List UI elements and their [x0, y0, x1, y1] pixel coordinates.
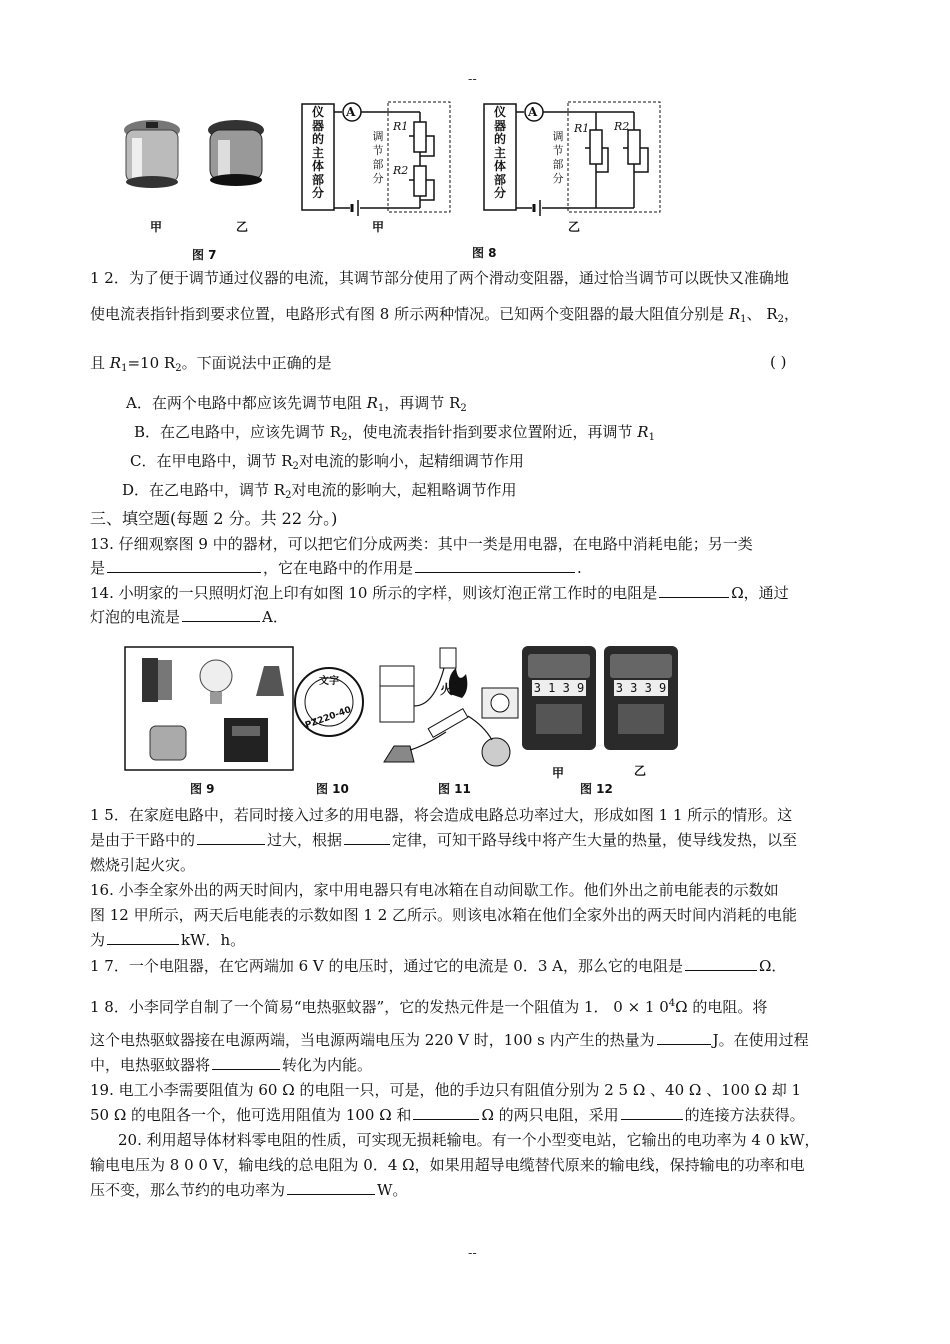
adjust-char: 部 [372, 158, 384, 171]
q19-blank-2[interactable] [621, 1105, 683, 1120]
fig12-label-a: 甲 [552, 766, 565, 780]
q18-text: Ω 的电阻。将 [675, 998, 768, 1016]
adjust-char: 调 [552, 130, 564, 143]
q13-blank-2[interactable] [415, 558, 575, 573]
subscript: 1 [648, 432, 655, 443]
power-strip-image [428, 709, 468, 738]
adjust-char: 分 [372, 172, 384, 185]
q14-line1 [90, 583, 789, 603]
q12-option-a [126, 393, 467, 419]
rice-cooker-b-image [208, 120, 264, 186]
subscript: 1 [377, 403, 385, 414]
q20-line3 [90, 1180, 407, 1200]
superscript: 4 [668, 998, 676, 1009]
figure-7-rice-cookers [118, 110, 278, 200]
adjust-char: 节 [552, 144, 564, 157]
q20-line1: 20. 利用超导体材料零电阻的性质，可实现无损耗输电。有一个小型变电站，它输出的电功率为 4 0 kW， [118, 1131, 820, 1149]
q16-line3 [90, 930, 245, 950]
q15-text: 过大，根据 [267, 831, 343, 849]
r1-label-a: R1 [393, 120, 409, 133]
main-char: 分 [311, 186, 324, 200]
subscript: 1 [121, 363, 128, 374]
q15-line1: 1 5．在家庭电路中，若同时接入过多的用电器，将会造成电路总功率过大，形成如图 1 1 所示的情形。这 [90, 806, 793, 824]
meter-b-reading: 3 3 3 9 [615, 681, 667, 695]
q20-line2: 输电电压为 8 0 0 V，输电线的总电阻为 0．4 Ω，如果用超导电缆替代原来的输电线，保持输电的功率和电 [90, 1156, 805, 1174]
main-char: 仪 [493, 105, 506, 119]
fig12-label-b: 乙 [634, 764, 647, 778]
iron-image [256, 666, 284, 696]
main-char: 主 [493, 145, 506, 160]
subscript: 2 [777, 314, 785, 325]
option-text: B．在乙电路中，应该先调节 R [134, 423, 342, 441]
fig8-label-a: 甲 [372, 220, 385, 234]
fig7-label-b: 乙 [236, 220, 249, 234]
main-part-text-a [308, 106, 328, 201]
r1-label-b: R1 [574, 122, 590, 135]
q18-blank-1[interactable] [657, 1030, 711, 1045]
q12-number: 1 2． [90, 269, 129, 287]
q15-line3: 燃烧引起火灾。 [90, 856, 196, 874]
r-symbol: R [728, 305, 741, 323]
figure-12-meter-a [522, 646, 596, 750]
q20-blank[interactable] [287, 1180, 375, 1195]
rice-cooker-image [150, 726, 186, 760]
option-text: ，使电流表指针指到要求位置附近，再调节 [347, 423, 633, 441]
q18-text: J。在使用过程 [712, 1031, 809, 1049]
refrigerator-image [380, 666, 414, 722]
fig10-stamp-top: 文字 [319, 676, 339, 687]
subscript: 2 [285, 490, 292, 501]
rice-cooker-a-image [124, 120, 180, 188]
fig10-stamp-text: PZ220-40 [303, 705, 353, 732]
main-char: 器 [493, 118, 506, 133]
light-bulb-image [200, 660, 232, 704]
q18-line2 [90, 1030, 809, 1050]
q14-text: 14. 小明家的一只照明灯泡上印有如图 10 所示的字样，则该灯泡正常工作时的电阻是 [90, 584, 658, 602]
q13-text: 是 [90, 559, 106, 577]
main-char: 仪 [311, 105, 324, 119]
q16-line2: 图 12 甲所示，两天后电能表的示数如图 1 2 乙所示。则该电冰箱在他们全家外出的两天时间内消耗的电能 [90, 906, 798, 924]
q14-text: Ω，通过 [731, 584, 789, 602]
meter-a-reading: 3 1 3 9 [533, 681, 585, 695]
q19-line1: 19. 电工小李需要阻值为 60 Ω 的电阻一只，可是，他的手边只有阻值分别为 2 5 Ω 、40 Ω 、100 Ω 却 1 [90, 1081, 802, 1099]
q12-line3 [90, 353, 332, 379]
q18-line3 [90, 1055, 372, 1075]
q18-text: 这个电热驱蚊器接在电源两端，当电源两端电压为 220 V 时，100 s 内产生的热量为 [90, 1031, 655, 1049]
q16-text: 为 [90, 931, 106, 949]
clock-image [482, 688, 518, 718]
wall-socket-image [440, 648, 456, 668]
q17-text: 1 7．一个电阻器，在它两端加 6 V 的电压时，通过它的电流是 0．3 A，那么它的电阻是 [90, 957, 683, 975]
q17-text: Ω． [759, 957, 787, 975]
q15-blank-1[interactable] [197, 830, 265, 845]
main-char: 的 [493, 132, 506, 146]
subscript: 2 [292, 461, 299, 472]
rice-cooker-image [482, 738, 510, 766]
fig11-caption: 图 11 [438, 782, 471, 796]
q20-text: W。 [377, 1181, 408, 1199]
q17-blank[interactable] [685, 956, 757, 971]
q15-blank-2[interactable] [344, 830, 390, 845]
q13-text: . [577, 559, 582, 577]
q19-text: 的连接方法获得。 [684, 1106, 805, 1124]
q14-text: A． [262, 608, 288, 626]
q12-line1 [90, 268, 789, 288]
main-char: 的 [311, 132, 324, 146]
q13-line1: 13. 仔细观察图 9 中的器材，可以把它们分成两类：其中一类是用电器，在电路中消耗电能；另一类 [90, 535, 753, 553]
main-char: 器 [311, 118, 324, 133]
fig8-caption: 图 8 [472, 246, 497, 260]
q12-text: 为了便于调节通过仪器的电流，其调节部分使用了两个滑动变阻器，通过恰当调节可以既快又准确地 [128, 269, 789, 287]
main-char: 部 [493, 172, 506, 187]
rheostat-r1-symbol [590, 130, 602, 164]
q17-line [90, 956, 786, 976]
q12-line2: 使电流表指针指到要求位置，电路形式有图 8 所示两种情况。已知两个变阻器的最大阻值分别是 $R_1$、 $R_2$， [90, 305, 800, 325]
q16-line1: 16. 小李全家外出的两天时间内，家中用电器只有电冰箱在自动间歇工作。他们外出之前电能表的示数如 [90, 881, 779, 899]
adjust-char: 调 [372, 130, 384, 143]
figure-10-bulb-stamp [292, 656, 366, 766]
q14-text: 灯泡的电流是 [90, 608, 181, 626]
r-symbol: R [637, 423, 649, 441]
fig7-caption: 图 7 [192, 248, 217, 262]
q12-text: 且 [90, 354, 106, 372]
section-3-heading: 三、填空题(每题 2 分。共 22 分。) [90, 509, 338, 528]
main-char: 部 [311, 172, 324, 187]
subscript: 2 [175, 363, 182, 374]
fig12-caption: 图 12 [580, 782, 613, 796]
fig11-fire-label: 火 [440, 683, 454, 698]
main-char: 分 [493, 186, 506, 200]
figure-12-meter-b [604, 646, 678, 750]
q18-text: 中，电热驱蚊器将 [90, 1056, 211, 1074]
battery-image [142, 658, 172, 702]
option-text: 对电流的影响小，起精细调节作用 [298, 452, 524, 470]
subscript: 1 [740, 314, 747, 325]
subscript: 2 [460, 403, 467, 414]
r-symbol: R [109, 354, 122, 372]
rheostat-r2-symbol [414, 166, 426, 196]
main-char: 主 [311, 145, 324, 160]
adjust-part-text-a [370, 130, 386, 186]
figure-8-circuit-a [300, 100, 456, 216]
generator-image [224, 718, 268, 762]
figure-11-overload [374, 646, 524, 776]
q12-option-b [134, 422, 655, 448]
page-mark-top: -- [468, 72, 477, 87]
adjust-part-text-b [550, 130, 566, 186]
q16-blank[interactable] [107, 930, 179, 945]
fig7-label-a: 甲 [150, 220, 163, 234]
q12-option-d [122, 480, 516, 506]
subscript: 2 [341, 432, 348, 443]
q12-text: =10 R [127, 354, 176, 372]
q13-text: ，它在电路中的作用是 [263, 559, 414, 577]
option-text: A．在两个电路中都应该先调节电阻 [126, 394, 362, 412]
q15-text: 定律，可知干路导线中将产生大量的热量，使导线发热，以至 [392, 831, 798, 849]
r-symbol: R [366, 394, 378, 412]
iron-image [384, 746, 414, 762]
option-text: C．在甲电路中，调节 R [130, 452, 293, 470]
ammeter-a-label: A [346, 105, 356, 119]
q12-text: 使电流表指针指到要求位置，电路形式有图 8 所示两种情况。已知两个变阻器的最大阻值分别是 [90, 305, 725, 323]
r2-label-a: R2 [393, 164, 409, 177]
rheostat-r1-symbol [414, 122, 426, 152]
q12-option-c [130, 451, 524, 477]
main-char: 体 [493, 159, 506, 173]
q16-text: kW．h。 [181, 931, 246, 949]
q18-text: 转化为内能。 [282, 1056, 373, 1074]
option-text: ，再调节 R [384, 394, 461, 412]
fig10-caption: 图 10 [316, 782, 349, 796]
figure-8-circuit-b [482, 100, 662, 216]
page-mark-bottom: -- [468, 1246, 477, 1261]
q19-text: 50 Ω 的电阻各一个，他可选用阻值为 100 Ω 和 [90, 1106, 412, 1124]
adjust-char: 部 [552, 158, 564, 171]
separator: 、 [746, 305, 762, 323]
option-text: 对电流的影响大，起粗略调节作用 [291, 481, 517, 499]
adjust-char: 分 [552, 172, 564, 185]
r2-label-b: R2 [614, 120, 630, 133]
q15-line2 [90, 830, 797, 850]
q18-line1 [90, 994, 767, 1017]
q14-blank-2[interactable] [182, 607, 260, 622]
q14-line2 [90, 607, 288, 627]
figure-9-devices [124, 646, 294, 771]
fig9-caption: 图 9 [190, 782, 215, 796]
ammeter-b-label: A [528, 105, 538, 119]
fig8-label-b: 乙 [568, 220, 581, 234]
option-text: D．在乙电路中，调节 R [122, 481, 286, 499]
q13-blank-1[interactable] [107, 558, 261, 573]
q15-text: 是由于干路中的 [90, 831, 196, 849]
answer-paren: ( ) [770, 353, 787, 371]
q18-blank-2[interactable] [212, 1055, 280, 1070]
main-char: 体 [311, 159, 324, 173]
q13-line2 [90, 558, 582, 578]
adjust-char: 节 [372, 144, 384, 157]
q12-text: 。下面说法中正确的是 [181, 354, 332, 372]
q20-text: 压不变，那么节约的电功率为 [90, 1181, 286, 1199]
q18-text: 1 8．小李同学自制了一个简易“电热驱蚊器”，它的发热元件是一个阻值为 1． 0 × 1 0 [90, 998, 669, 1016]
q19-blank-1[interactable] [413, 1105, 479, 1120]
rheostat-r2-symbol [628, 130, 640, 164]
main-part-text-b [490, 106, 510, 201]
q19-text: Ω 的两只电阻，采用 [481, 1106, 619, 1124]
q19-line2 [90, 1105, 805, 1125]
r-symbol: R [766, 305, 778, 323]
q14-blank-1[interactable] [659, 583, 729, 598]
